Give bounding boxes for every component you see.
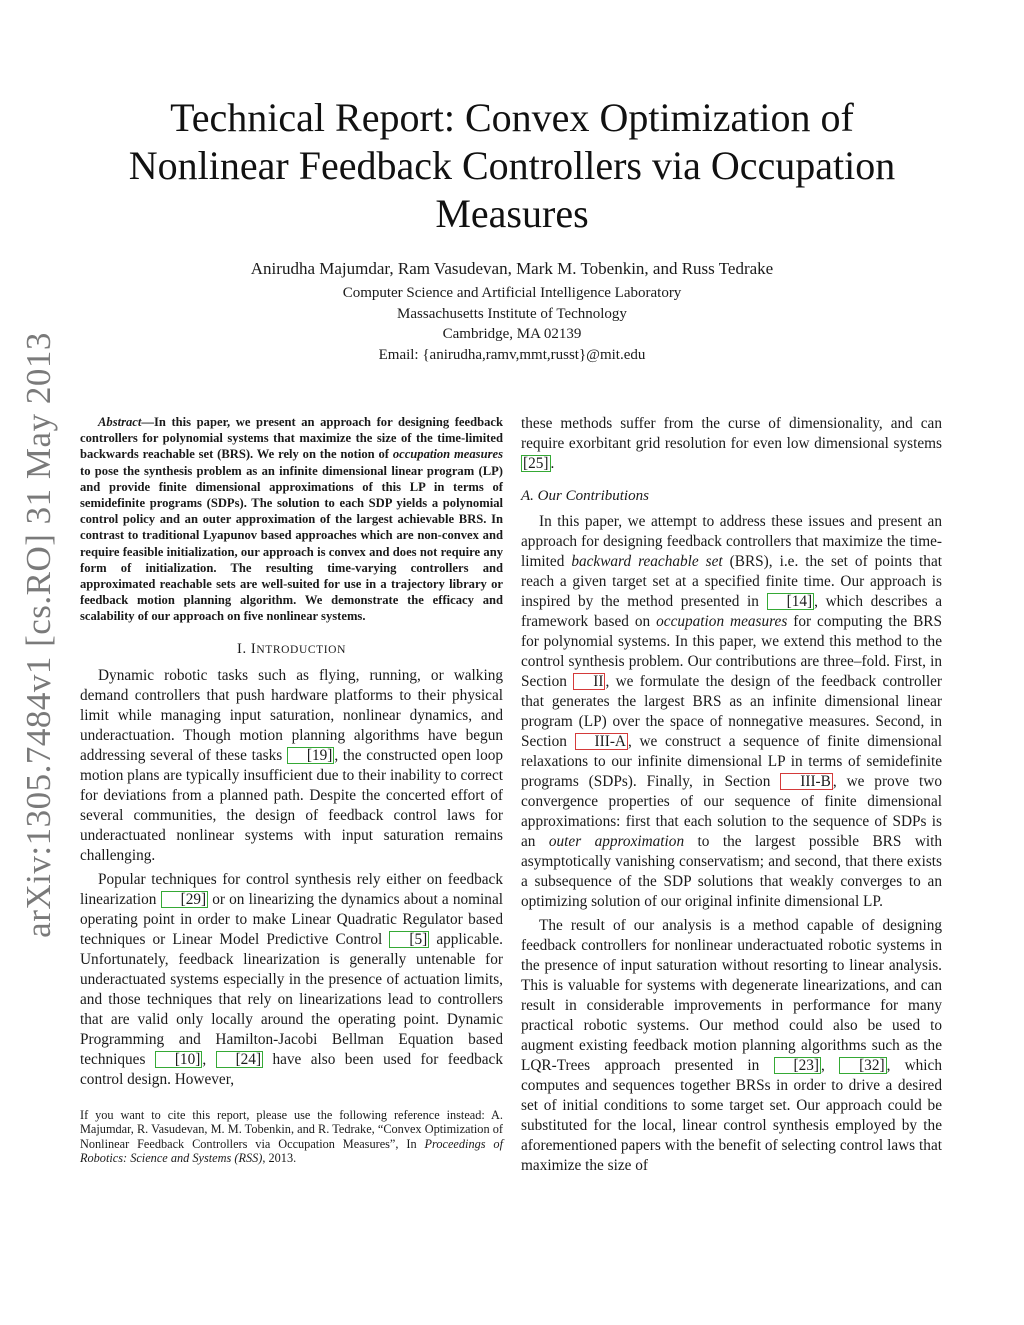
paragraph-text: applicable. Unfortunately, feedback linearization is generally untenable for underactuated systems especially in the presence of actuation limits, and those techniques that rely on linearizations lead to controllers that are valid only locally around the operating point. Dynamic Programming and Hamilton-Jacobi Bellman Equation based techniques bbox=[80, 930, 503, 1068]
emphasis-text: occupation measures bbox=[656, 613, 788, 630]
paragraph-text: In this paper, we attempt to address these issues and present an approach for designing feedback controllers that maximize the time-limited bbox=[521, 513, 942, 570]
separator: , bbox=[202, 1050, 216, 1068]
citation-link[interactable]: [25] bbox=[523, 455, 549, 472]
paragraph-text: to the largest possible BRS with asymptotically vanishing conservatism; and second, that there exists a subsequence of the SDP solutions that weakly converges to an optimizing solution of our original infinite dimensional LP. bbox=[521, 833, 943, 910]
paragraph-text: The result of our analysis is a method capable of designing feedback controllers for nonlinear underactuated robotic systems in the presence of input saturation without resorting to linear analysis. This is valuable for systems with degenerate linearizations, and can result in considerable improvements in performance for many practical robotic systems. Our method could also be used to augment existing feedback motion planning algorithms such as the LQR-Trees approach presented in bbox=[521, 917, 942, 1074]
abstract-label: Abstract bbox=[98, 415, 142, 429]
right-column bbox=[521, 414, 942, 1180]
intro-paragraph bbox=[80, 666, 503, 866]
results-paragraph bbox=[521, 916, 942, 1176]
abstract bbox=[80, 414, 503, 625]
section-title: NTRODUCTION bbox=[256, 643, 346, 656]
paragraph-text: , we construct a sequence of finite dimensional relaxations to our infinite dimensional LP in terms of semidefinite programs (SDPs). Finally, in Section bbox=[521, 733, 942, 790]
paragraph-text: for computing the BRS for polynomial systems. In this paper, we extend this method to the control synthesis problem. Our contributions are three–fold. First, in Section bbox=[521, 613, 943, 690]
paragraph-text: these methods suffer from the curse of dimensionality, and can require exorbitant grid resolution for even low dimensional systems bbox=[521, 415, 942, 452]
section-link[interactable]: II bbox=[573, 673, 605, 690]
citation-link[interactable]: [29] bbox=[161, 891, 209, 908]
citation-link[interactable]: [32] bbox=[839, 1057, 887, 1074]
paragraph-text: , we prove two convergence properties of our sequence of finite dimensional approximations: first that each solution to the sequence of SDPs is an bbox=[521, 773, 942, 850]
abstract-text: —In this paper, we present an approach for designing feedback controllers for polynomial systems that maximize the size of the time-limited backwards reachable set (BRS). We rely on the notion of bbox=[80, 415, 503, 462]
author-list: Anirudha Majumdar, Ram Vasudevan, Mark M. Tobenkin, and Russ Tedrake bbox=[250, 259, 774, 278]
abstract-emphasis: occupation measures bbox=[392, 447, 503, 462]
separator: , bbox=[821, 1057, 840, 1074]
left-column bbox=[80, 414, 503, 1166]
emphasis-text: backward reachable set bbox=[571, 553, 723, 570]
contributions-paragraph bbox=[521, 512, 942, 912]
subsection-heading-contributions: A. Our Contributions bbox=[521, 488, 649, 504]
citation-link[interactable]: [19] bbox=[287, 747, 335, 764]
affiliation-institute: Massachusetts Institute of Technology bbox=[397, 305, 627, 322]
paragraph-text: , the constructed open loop motion plans are typically insufficient due to their inability to correct for deviations from a planned path. Despite the concerted effort of several communities, the design of feedback control laws for underactuated nonlinear systems with input saturation remains challenging. bbox=[80, 746, 504, 864]
citation-link[interactable]: [23] bbox=[774, 1057, 822, 1074]
citation-link[interactable]: [5] bbox=[389, 931, 429, 948]
paragraph-text: , we formulate the design of the feedback controller that generates the largest BRS as an infinite dimensional linear program (LP) over the space of nonnegative measures. Second, in Section bbox=[521, 673, 942, 750]
section-link[interactable]: III-A bbox=[575, 733, 628, 750]
affiliation bbox=[100, 283, 924, 365]
affiliation-lab: Computer Science and Artificial Intelligence Laboratory bbox=[342, 285, 682, 301]
paper-title: Technical Report: Convex Optimization of Nonlinear Feedback Controllers via Occupation Measures bbox=[128, 95, 896, 236]
affiliation-email: Email: {anirudha,ramv,mmt,russt}@mit.edu bbox=[378, 346, 646, 363]
section-heading-introduction bbox=[80, 639, 503, 660]
citation-link[interactable]: [24] bbox=[216, 1051, 264, 1068]
paragraph-text: Dynamic robotic tasks such as flying, running, or walking demand controllers that push hardware platforms to their physical limit while managing input saturation, nonlinear dynamics, and underactuation. Though motion planning algorithms have begun addressing several of these tasks bbox=[80, 666, 503, 764]
paragraph-text: have also been used for feedback control design. However, bbox=[80, 1050, 503, 1088]
arxiv-id: arXiv:1305.7484v1 [cs.RO] 31 May 2013 bbox=[19, 332, 58, 938]
footnote bbox=[80, 1108, 503, 1166]
footnote-venue: Proceedings of Robotics: Science and Systems (RSS) bbox=[80, 1136, 503, 1166]
paragraph-text: . bbox=[550, 455, 555, 472]
continued-paragraph bbox=[521, 414, 942, 474]
abstract-text: to pose the synthesis problem as an infinite dimensional linear program (LP) and provide finite dimensional approximations of this LP in terms of semidefinite programs (SDPs). The solution to each SDP yields a polynomial control policy and an outer approximation of the largest achievable BRS. In contrast to traditional Lyapunov based approaches which are non-convex and require feasible initialization, our approach is convex and does not require any form of initialization. The resulting time-varying controllers and approximated reachable sets are well-suited for use in a trajectory library or feedback motion planning algorithm. We demonstrate the efficacy and scalability of our approach on five nonlinear systems. bbox=[80, 463, 503, 624]
footnote-text: , 2013. bbox=[262, 1151, 297, 1166]
paragraph-text: Popular techniques for control synthesis rely either on feedback linearization bbox=[80, 870, 503, 908]
affiliation-city: Cambridge, MA 02139 bbox=[442, 326, 582, 342]
citation-link[interactable]: [10] bbox=[155, 1051, 203, 1068]
arxiv-stamp bbox=[14, 332, 64, 938]
section-link[interactable]: III-B bbox=[780, 773, 833, 790]
paragraph-text: or on linearizing the dynamics about a nominal operating point in order to make Linear Quadratic Regulator based techniques or Linear Model Predictive Control bbox=[80, 890, 503, 948]
paragraph-text: , which describes a framework based on bbox=[521, 593, 942, 630]
footnote-text: If you want to cite this report, please use the following reference instead: A. Majumdar, R. Vasudevan, M. M. Tobenkin, and R. Tedrake, “Convex Optimization of Nonlinear Feedback Controllers via Occupation Measures”, In bbox=[80, 1107, 503, 1151]
section-number: I. I bbox=[237, 640, 257, 657]
paragraph-text: (BRS), i.e. the set of points that reach a given target set at a specified finite time. Our approach is inspired by the method presented in bbox=[521, 553, 942, 610]
citation-link[interactable]: [14] bbox=[767, 593, 815, 610]
paragraph-text: , which computes and sequences together BRSs in order to drive a desired set of initial conditions to some target set. Our approach could be substituted for the local, linear control synthesis employed by the aforementioned papers with the benefit of selecting control laws that maximize the size of bbox=[521, 1057, 942, 1174]
emphasis-text: outer approximation bbox=[548, 833, 685, 850]
intro-paragraph bbox=[80, 870, 503, 1090]
